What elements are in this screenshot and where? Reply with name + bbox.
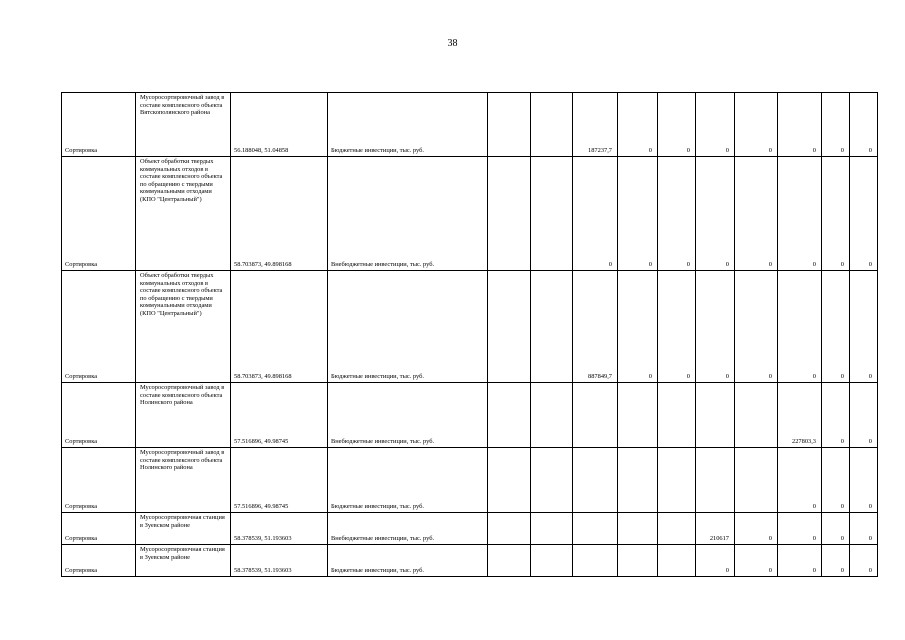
coordinates-cell: 57.516896, 49.98745 [231,383,328,448]
value-cell: 0 [778,448,822,513]
value-cell [573,383,618,448]
value-cell: 0 [822,157,850,271]
value-cell: 210617 [696,513,735,545]
value-cell: 0 [735,271,778,383]
value-cell: 0 [850,157,878,271]
coordinates-cell: 56.188048, 51.04858 [231,93,328,157]
value-cell: 227803,3 [778,383,822,448]
value-cell: 0 [778,545,822,577]
value-cell: 0 [696,271,735,383]
value-cell: 0 [822,448,850,513]
financing-cell: Бюджетные инвестиции, тыс. руб. [328,271,488,383]
value-cell: 0 [573,157,618,271]
value-cell [531,383,573,448]
value-cell: 0 [658,157,696,271]
type-cell: Сортировка [62,157,136,271]
value-cell [573,513,618,545]
type-cell: Сортировка [62,383,136,448]
value-cell [531,545,573,577]
value-cell [696,448,735,513]
coordinates-cell: 58.378539, 51.193603 [231,545,328,577]
value-cell: 0 [735,93,778,157]
value-cell [531,513,573,545]
object-cell: Мусоросортировочный завод в составе комплексного объекта Вятскополянского района [136,93,231,157]
financing-cell: Внебюджетные инвестиции, тыс. руб. [328,513,488,545]
value-cell [531,93,573,157]
value-cell: 0 [778,157,822,271]
coordinates-cell: 58.703873, 49.898168 [231,157,328,271]
financing-cell: Бюджетные инвестиции, тыс. руб. [328,545,488,577]
investment-table [61,92,878,577]
object-cell: Мусоросортировочная станция в Зуевском районе [136,545,231,577]
value-cell [658,383,696,448]
table-row [62,545,878,577]
object-cell: Мусоросортировочная станция в Зуевском районе [136,513,231,545]
value-cell: 0 [696,545,735,577]
value-cell: 0 [696,93,735,157]
object-cell: Объект обработки твердых коммунальных отходов в составе комплексного объекта по обращению с твердыми коммунальными отходами (КПО "Центральный") [136,157,231,271]
value-cell: 0 [618,93,658,157]
value-cell [488,513,531,545]
table-row [62,271,878,383]
value-cell: 187237,7 [573,93,618,157]
value-cell: 0 [778,271,822,383]
value-cell [488,383,531,448]
value-cell: 0 [778,513,822,545]
value-cell [488,93,531,157]
coordinates-cell: 57.516896, 49.98745 [231,448,328,513]
value-cell: 0 [850,271,878,383]
value-cell [735,448,778,513]
value-cell: 0 [696,157,735,271]
table-row [62,157,878,271]
value-cell: 0 [618,271,658,383]
value-cell [735,383,778,448]
financing-cell: Бюджетные инвестиции, тыс. руб. [328,93,488,157]
value-cell: 0 [735,157,778,271]
value-cell [488,545,531,577]
table-row [62,93,878,157]
value-cell: 0 [822,383,850,448]
table-row [62,383,878,448]
value-cell: 0 [850,93,878,157]
value-cell: 0 [822,545,850,577]
value-cell: 0 [735,513,778,545]
value-cell: 0 [735,545,778,577]
value-cell: 0 [850,448,878,513]
coordinates-cell: 58.378539, 51.193603 [231,513,328,545]
value-cell [573,448,618,513]
value-cell [696,383,735,448]
value-cell [488,271,531,383]
value-cell: 0 [778,93,822,157]
value-cell [658,513,696,545]
value-cell [531,157,573,271]
value-cell [573,545,618,577]
value-cell: 0 [822,513,850,545]
value-cell: 0 [618,157,658,271]
value-cell [618,383,658,448]
object-cell: Мусоросортировочный завод в составе комплексного объекта Нолинского района [136,448,231,513]
coordinates-cell: 58.703873, 49.898168 [231,271,328,383]
object-cell: Объект обработки твердых коммунальных отходов в составе комплексного объекта по обращению с твердыми коммунальными отходами (КПО "Центральный") [136,271,231,383]
value-cell: 0 [658,271,696,383]
value-cell [488,448,531,513]
value-cell: 0 [850,513,878,545]
value-cell: 887849,7 [573,271,618,383]
type-cell: Сортировка [62,93,136,157]
value-cell [531,271,573,383]
financing-cell: Бюджетные инвестиции, тыс. руб. [328,448,488,513]
value-cell: 0 [850,383,878,448]
table-row [62,448,878,513]
value-cell [658,448,696,513]
type-cell: Сортировка [62,545,136,577]
financing-cell: Внебюджетные инвестиции, тыс. руб. [328,383,488,448]
value-cell: 0 [822,271,850,383]
financing-cell: Внебюджетные инвестиции, тыс. руб. [328,157,488,271]
type-cell: Сортировка [62,448,136,513]
value-cell [658,545,696,577]
object-cell: Мусоросортировочный завод в составе комплексного объекта Нолинского района [136,383,231,448]
value-cell [531,448,573,513]
value-cell [618,448,658,513]
value-cell: 0 [850,545,878,577]
value-cell: 0 [658,93,696,157]
page-number: 38 [447,38,458,49]
type-cell: Сортировка [62,271,136,383]
value-cell: 0 [822,93,850,157]
type-cell: Сортировка [62,513,136,545]
table-row [62,513,878,545]
value-cell [618,545,658,577]
value-cell [618,513,658,545]
value-cell [488,157,531,271]
